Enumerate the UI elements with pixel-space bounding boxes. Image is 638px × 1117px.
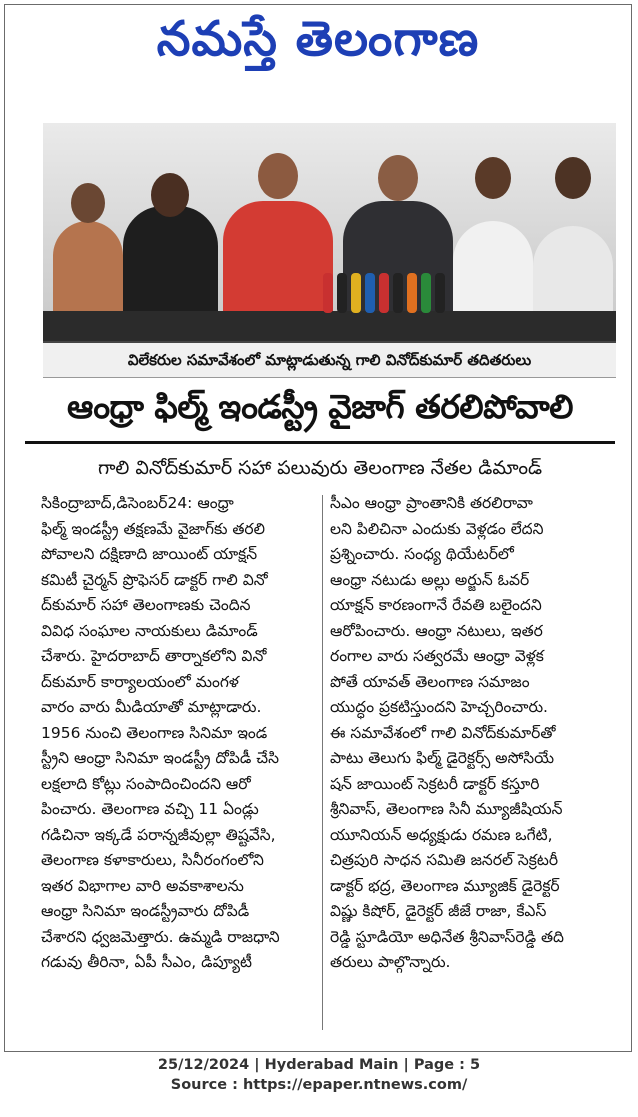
article-line: యుద్ధం ప్రకటిస్తుందని హెచ్చరించారు. xyxy=(330,698,548,716)
footer-date-line: 25/12/2024 | Hyderabad Main | Page : 5 xyxy=(157,1057,481,1073)
article-line: గడువు తీరినా, ఏపీ సీఎం, డిప్యూటీ xyxy=(41,953,252,971)
article-line: ద్‌కుమార్ సహా తెలంగాణకు చెందిన xyxy=(41,596,251,614)
article-line: తరులు పాల్గొన్నారు. xyxy=(330,953,451,971)
article-line: గడిచినా ఇక్కడే పరాన్నజీవుల్లా తిష్టవేసి, xyxy=(41,825,276,844)
article-subheadline: గాలి వినోద్‌కుమార్ సహా పలువురు తెలంగాణ నేతల డిమాండ్ xyxy=(97,457,543,479)
article-line: పించారు. తెలంగాణ వచ్చి 11 ఏండ్లు xyxy=(41,800,259,818)
article-line: ఫిల్మ్ ఇండస్ట్రీ తక్షణమే వైజాగ్‌కు తరలి xyxy=(41,519,265,538)
article-line: రెడ్డి స్టూడియో అధినేత శ్రీనివాస్‌రెడ్డి తది xyxy=(330,927,564,946)
headline-rule xyxy=(25,441,615,444)
article-line: లని పిలిచినా ఎందుకు వెళ్లడం లేదని xyxy=(330,519,544,538)
article-line: ఆంధ్రా నటుడు అల్లు అర్జున్ ఓవర్ xyxy=(330,570,530,589)
article-line: సికింద్రాబాద్,డిసెంబర్24: ఆంధ్రా xyxy=(41,494,234,512)
article-line: చేశారు. హైదరాబాద్ తార్నాకలోని వినో xyxy=(41,647,267,665)
article-column-2 xyxy=(330,491,616,976)
article-headline: ఆంధ్రా ఫిల్మ్ ఇండస్ట్రీ వైజాగ్ తరలిపోవాలి xyxy=(67,387,573,426)
press-meet-photo xyxy=(43,123,616,343)
clipping-frame xyxy=(4,4,632,1052)
article-column-1 xyxy=(41,491,327,976)
article-line: ఆంధ్రా సినిమా ఇండస్ట్రీవారు దోపిడీ xyxy=(41,902,250,920)
article-line: 1956 నుంచి తెలంగాణ సినిమా ఇండ xyxy=(41,723,268,742)
newspaper-masthead: నమస్తే తెలంగాణ xyxy=(156,11,480,67)
article-line: స్ట్రీని ఆంధ్రా సినిమా ఇండస్ట్రీ దోపిడీ చేసి xyxy=(41,749,279,767)
article-line: ద్‌కుమార్ కార్యాలయంలో మంగళ xyxy=(41,672,239,691)
article-line: రంగాల వారు సత్వరమే ఆంధ్రా వెళ్లక xyxy=(330,647,544,665)
article-line: లక్షలాది కోట్లు సంపాదించిందని ఆరో xyxy=(41,774,251,793)
article-line: కమిటీ చైర్మన్ ప్రొఫెసర్ డాక్టర్ గాలి వినో xyxy=(41,570,268,589)
article-line: ఆరోపించారు. ఆంధ్రా నటులు, ఇతర xyxy=(330,621,543,640)
article-line: పాటు తెలుగు ఫిల్మ్ డైరెక్టర్స్ అసోసియే xyxy=(330,749,555,767)
article-line: విష్ణు కిషోర్, డైరెక్టర్ జీజే రాజా, కేఎస్ xyxy=(330,902,547,920)
footer-source-link[interactable]: Source : https://epaper.ntnews.com/ xyxy=(170,1077,468,1093)
article-line: పోతే యావత్ తెలంగాణ సమాజం xyxy=(330,672,530,691)
article-line: షన్ జాయింట్ సెక్రటరీ డాక్టర్ కస్తూరి xyxy=(330,774,540,793)
article-line: తెలంగాణ కళాకారులు, సినీరంగంలోని xyxy=(41,851,264,869)
article-line: శ్రీనివాస్, తెలంగాణ సినీ మ్యూజీషియన్ xyxy=(330,800,563,818)
article-line: డాక్టర్ భద్ర, తెలంగాణ మ్యూజిక్ డైరెక్టర్ xyxy=(330,876,560,895)
column-divider xyxy=(322,495,323,1030)
article-line: వివిధ సంఘాల నాయకులు డిమాండ్ xyxy=(41,621,258,640)
article-line: చేశారని ధ్వజమెత్తారు. ఉమ్మడి రాజధాని xyxy=(41,927,280,946)
article-line: సీఎం ఆంధ్రా ప్రాంతానికి తరలిరావా xyxy=(330,494,533,512)
article-line: చిత్రపురి సాధన సమితి జనరల్ సెక్రటరీ xyxy=(330,851,559,869)
article-line: ఇతర విభాగాల వారి అవకాశాలను xyxy=(41,876,244,895)
article-line: ఈ సమావేశంలో గాలి వినోద్‌కుమార్‌తో xyxy=(330,723,556,742)
article-line: ప్రశ్నించారు. సంధ్య థియేటర్‌లో xyxy=(330,545,514,563)
article-line: పోవాలని దక్షిణాది జాయింట్ యాక్షన్ xyxy=(41,545,258,563)
article-line: వారం వారు మీడియాతో మాట్లాడారు. xyxy=(41,698,262,716)
article-line: యాక్షన్ కారణంగానే రేవతి బలైందని xyxy=(330,596,542,614)
article-line: యూనియన్ అధ్యక్షుడు రమణ ఒగేటి, xyxy=(330,825,553,844)
photo-caption: విలేకరుల సమావేశంలో మాట్లాడుతున్న గాలి వినోద్‌కుమార్ తదితరులు xyxy=(43,343,616,378)
